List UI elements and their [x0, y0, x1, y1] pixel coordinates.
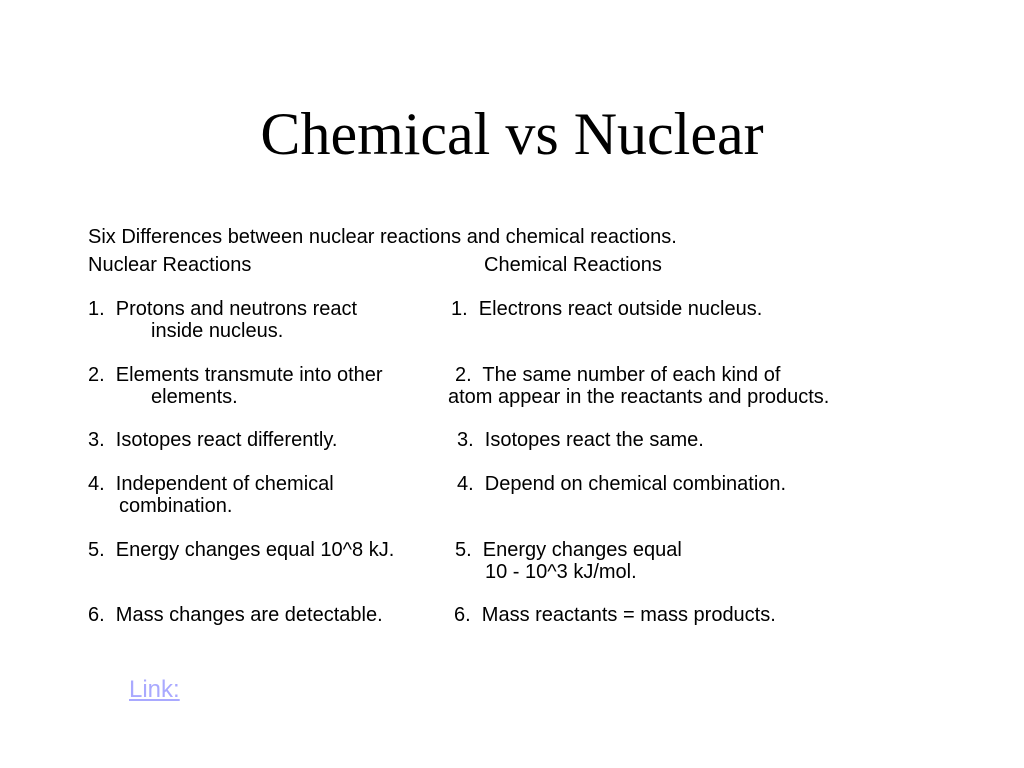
link[interactable]: Link: [129, 676, 180, 703]
chemical-item-1: 1. Electrons react outside nucleus. [451, 298, 763, 320]
chemical-item-6: 6. Mass reactants = mass products. [454, 604, 776, 626]
nuclear-item-2-cont: elements. [151, 386, 238, 408]
nuclear-item-5: 5. Energy changes equal 10^8 kJ. [88, 539, 395, 561]
chemical-header: Chemical Reactions [484, 254, 662, 276]
nuclear-item-1: 1. Protons and neutrons react [88, 298, 358, 320]
nuclear-item-4: 4. Independent of chemical [88, 473, 334, 495]
nuclear-header: Nuclear Reactions [88, 254, 252, 276]
nuclear-item-2: 2. Elements transmute into other [88, 364, 383, 386]
chemical-item-5-cont: 10 - 10^3 kJ/mol. [485, 561, 637, 583]
chemical-item-4: 4. Depend on chemical combination. [457, 473, 787, 495]
intro-text: Six Differences between nuclear reactions and chemical reactions. [88, 226, 677, 248]
chemical-item-3: 3. Isotopes react the same. [457, 429, 704, 451]
nuclear-item-3: 3. Isotopes react differently. [88, 429, 338, 451]
chemical-item-5: 5. Energy changes equal [455, 539, 682, 561]
slide-title: Chemical vs Nuclear [260, 101, 764, 167]
nuclear-item-4-cont: combination. [119, 495, 233, 517]
chemical-item-2: 2. The same number of each kind of [455, 364, 781, 386]
nuclear-item-1-cont: inside nucleus. [151, 320, 284, 342]
nuclear-item-6: 6. Mass changes are detectable. [88, 604, 383, 626]
chemical-item-2-cont: atom appear in the reactants and products. [448, 386, 830, 408]
